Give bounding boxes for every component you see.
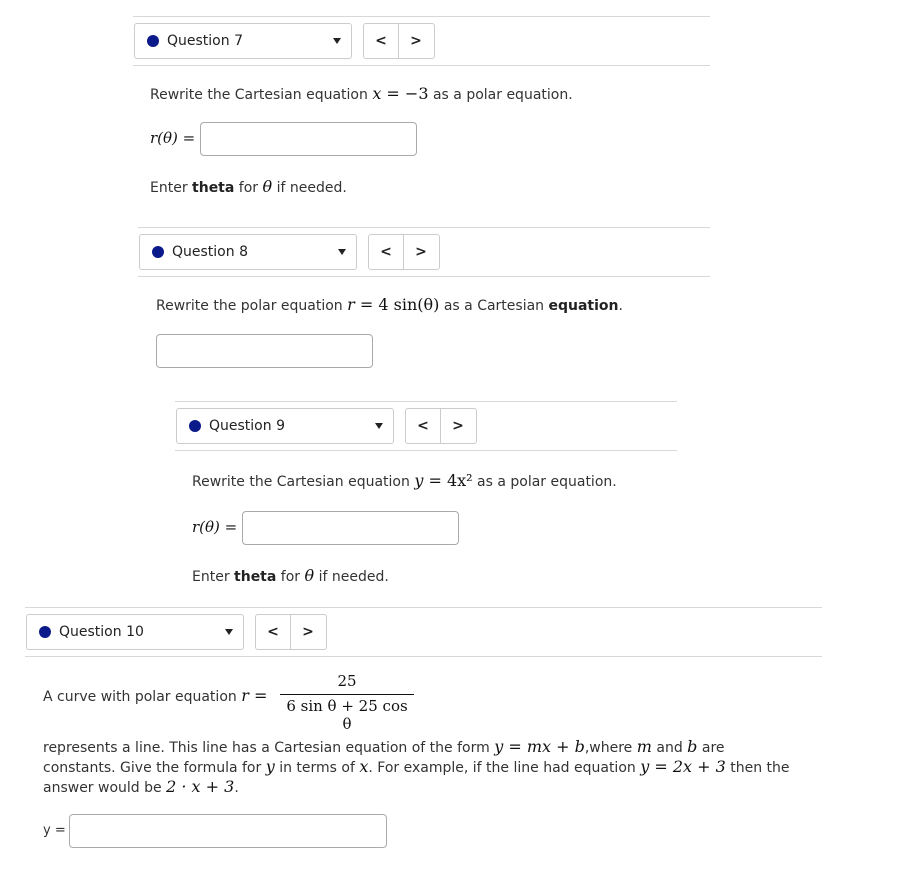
q9-caret-down-icon — [375, 423, 383, 429]
q8-top-rule — [138, 227, 710, 228]
q7-next-button[interactable]: > — [398, 24, 433, 58]
q10-bottom-rule — [25, 656, 822, 657]
q9-input-label: r(θ) = — [192, 518, 238, 536]
q10-top-rule — [25, 607, 822, 608]
q8-prev-button[interactable]: < — [380, 244, 392, 260]
q8-bottom-rule — [138, 276, 710, 277]
q8-nav-group — [368, 234, 440, 270]
q10-paragraph-line-2: constants. Give the formula for y in terms of x. For example, if the line had equation y = 2x + 3 then the — [43, 757, 790, 776]
q10-curve-text: A curve with polar equation r = — [43, 686, 268, 705]
q7-prev-button[interactable]: < — [375, 33, 387, 49]
q8-question-select[interactable] — [139, 234, 357, 270]
q7-question-select[interactable] — [134, 23, 352, 59]
q9-next-button[interactable]: > — [440, 409, 475, 443]
q7-top-rule — [133, 16, 710, 17]
q7-question-label: Question 7 — [167, 33, 243, 49]
q10-next-button[interactable]: > — [290, 615, 325, 649]
q7-prompt: Rewrite the Cartesian equation x = −3 as a polar equation. — [150, 84, 573, 103]
q9-nav-group — [405, 408, 477, 444]
q9-status-dot-icon — [189, 420, 201, 432]
q10-caret-down-icon — [225, 629, 233, 635]
q10-fraction-denominator: 6 sin θ + 25 cos θ — [286, 697, 408, 733]
q10-prev-button[interactable]: < — [267, 624, 279, 640]
q7-caret-down-icon — [333, 38, 341, 44]
q10-question-label: Question 10 — [59, 624, 144, 640]
q9-bottom-rule — [175, 450, 677, 451]
q10-nav-group — [255, 614, 327, 650]
q10-status-dot-icon — [39, 626, 51, 638]
q8-answer-input[interactable] — [156, 334, 373, 368]
q8-next-button[interactable]: > — [403, 235, 438, 269]
q10-answer-input[interactable] — [69, 814, 387, 848]
q8-question-label: Question 8 — [172, 244, 248, 260]
q8-status-dot-icon — [152, 246, 164, 258]
q9-hint: Enter theta for θ if needed. — [192, 566, 389, 585]
q9-question-select[interactable] — [176, 408, 394, 444]
q10-fraction-bar — [280, 694, 414, 695]
q7-answer-input[interactable] — [200, 122, 417, 156]
q10-paragraph-line-1: represents a line. This line has a Cartesian equation of the form y = mx + b,where m and b are — [43, 737, 725, 756]
q10-paragraph-line-3: answer would be 2 · x + 3. — [43, 777, 239, 796]
q10-fraction-numerator: 25 — [337, 672, 357, 690]
q9-prev-button[interactable]: < — [417, 418, 429, 434]
q9-answer-input[interactable] — [242, 511, 459, 545]
q7-hint: Enter theta for θ if needed. — [150, 177, 347, 196]
q8-caret-down-icon — [338, 249, 346, 255]
q7-bottom-rule — [133, 65, 710, 66]
q7-input-label: r(θ) = — [150, 129, 196, 147]
q9-top-rule — [175, 401, 677, 402]
q10-question-select[interactable] — [26, 614, 244, 650]
q10-input-label: y = — [43, 823, 66, 838]
q7-status-dot-icon — [147, 35, 159, 47]
q9-question-label: Question 9 — [209, 418, 285, 434]
q7-nav-group — [363, 23, 435, 59]
q8-prompt: Rewrite the polar equation r = 4 sin(θ) as a Cartesian equation. — [156, 295, 623, 314]
q9-prompt: Rewrite the Cartesian equation y = 4x² as a polar equation. — [192, 471, 617, 490]
